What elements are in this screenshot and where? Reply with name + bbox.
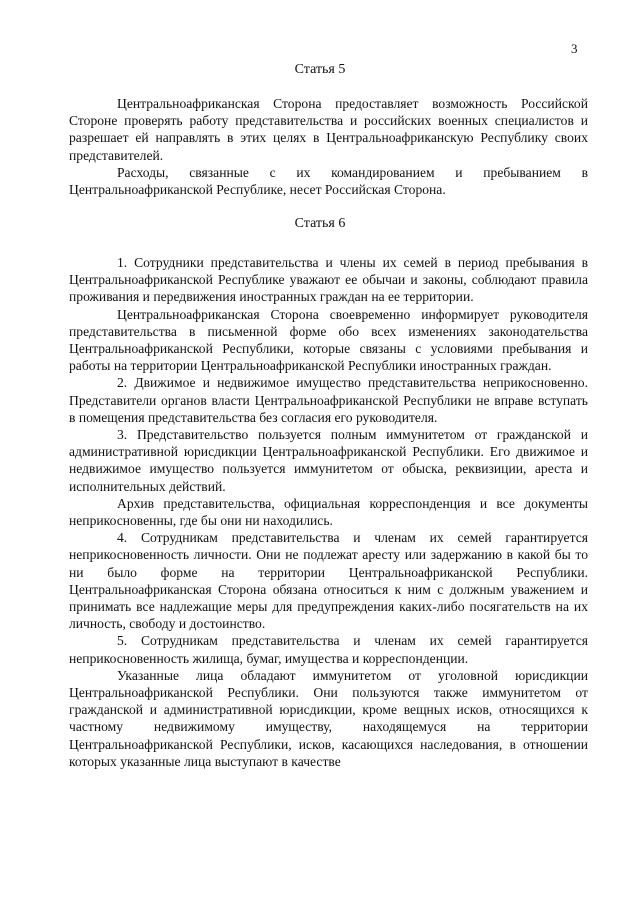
paragraph: 2. Движимое и недвижимое имущество представительства неприкосновенно. Представители органов власти Центральноафриканской Республики не вправе вступать в помещения представительства без согласия его руководителя. (69, 375, 588, 425)
article-5-body (69, 95, 588, 198)
paragraph: 1. Сотрудники представительства и члены их семей в период пребывания в Центральноафриканской Республике уважают ее обычаи и законы, соблюдают правила проживания и передвижения иностранных граждан на ее территории. (69, 255, 588, 305)
paragraph: Центральноафриканская Сторона предоставляет возможность Российской Стороне проверять работу представительства и российских военных специалистов и разрешает ей направлять в этих целях в Центральноафриканскую Республику своих представителей. (69, 96, 588, 163)
paragraph: Архив представительства, официальная корреспонденция и все документы неприкосновенны, где бы они ни находились. (69, 495, 588, 529)
paragraph: Расходы, связанные с их командированием и пребыванием в Центральноафриканской Республике, несет Российская Сторона. (69, 164, 588, 198)
article-6-body (69, 254, 588, 770)
paragraph: 3. Представительство пользуется полным иммунитетом от гражданской и административной юрисдикции Центральноафриканской Республики. Его движимое и недвижимое имущество пользуется иммунитетом от обыска, реквизиции, ареста и исполнительных действий. (69, 427, 588, 494)
article-6-heading: Статья 6 (294, 216, 346, 231)
paragraph: Центральноафриканская Сторона своевременно информирует руководителя представительства в письменной форме обо всех изменениях законодательства Центральноафриканской Республики, которые связаны с условиями пребывания и работы на территории Центральноафриканской Республики иностранных граждан. (69, 306, 588, 374)
page-number: 3 (571, 41, 578, 56)
paragraph: Указанные лица обладают иммунитетом от уголовной юрисдикции Центральноафриканской Республики. Они пользуются также иммунитетом от гражданской и административной юрисдикции, кроме вещных исков, относящихся к частному недвижимому имуществу, находящемуся на территории Центральноафриканской Республики, исков, касающихся наследования, в отношении которых указанные лица выступают в качестве (69, 667, 588, 769)
paragraph: 5. Сотрудникам представительства и членам их семей гарантируется неприкосновенность жилища, бумаг, имущества и корреспонденции. (69, 633, 588, 666)
paragraph: 4. Сотрудникам представительства и членам их семей гарантируется неприкосновенность личности. Они не подлежат аресту или задержанию в какой бы то ни было форме на территории Центральноафриканской Республики. Центральноафриканская Сторона обязана относиться к ним с должным уважением и принимать все надлежащие меры для предупреждения каких-либо посягательств на их личность, свободу и достоинство. (69, 530, 588, 632)
article-5-heading: Статья 5 (294, 62, 346, 77)
